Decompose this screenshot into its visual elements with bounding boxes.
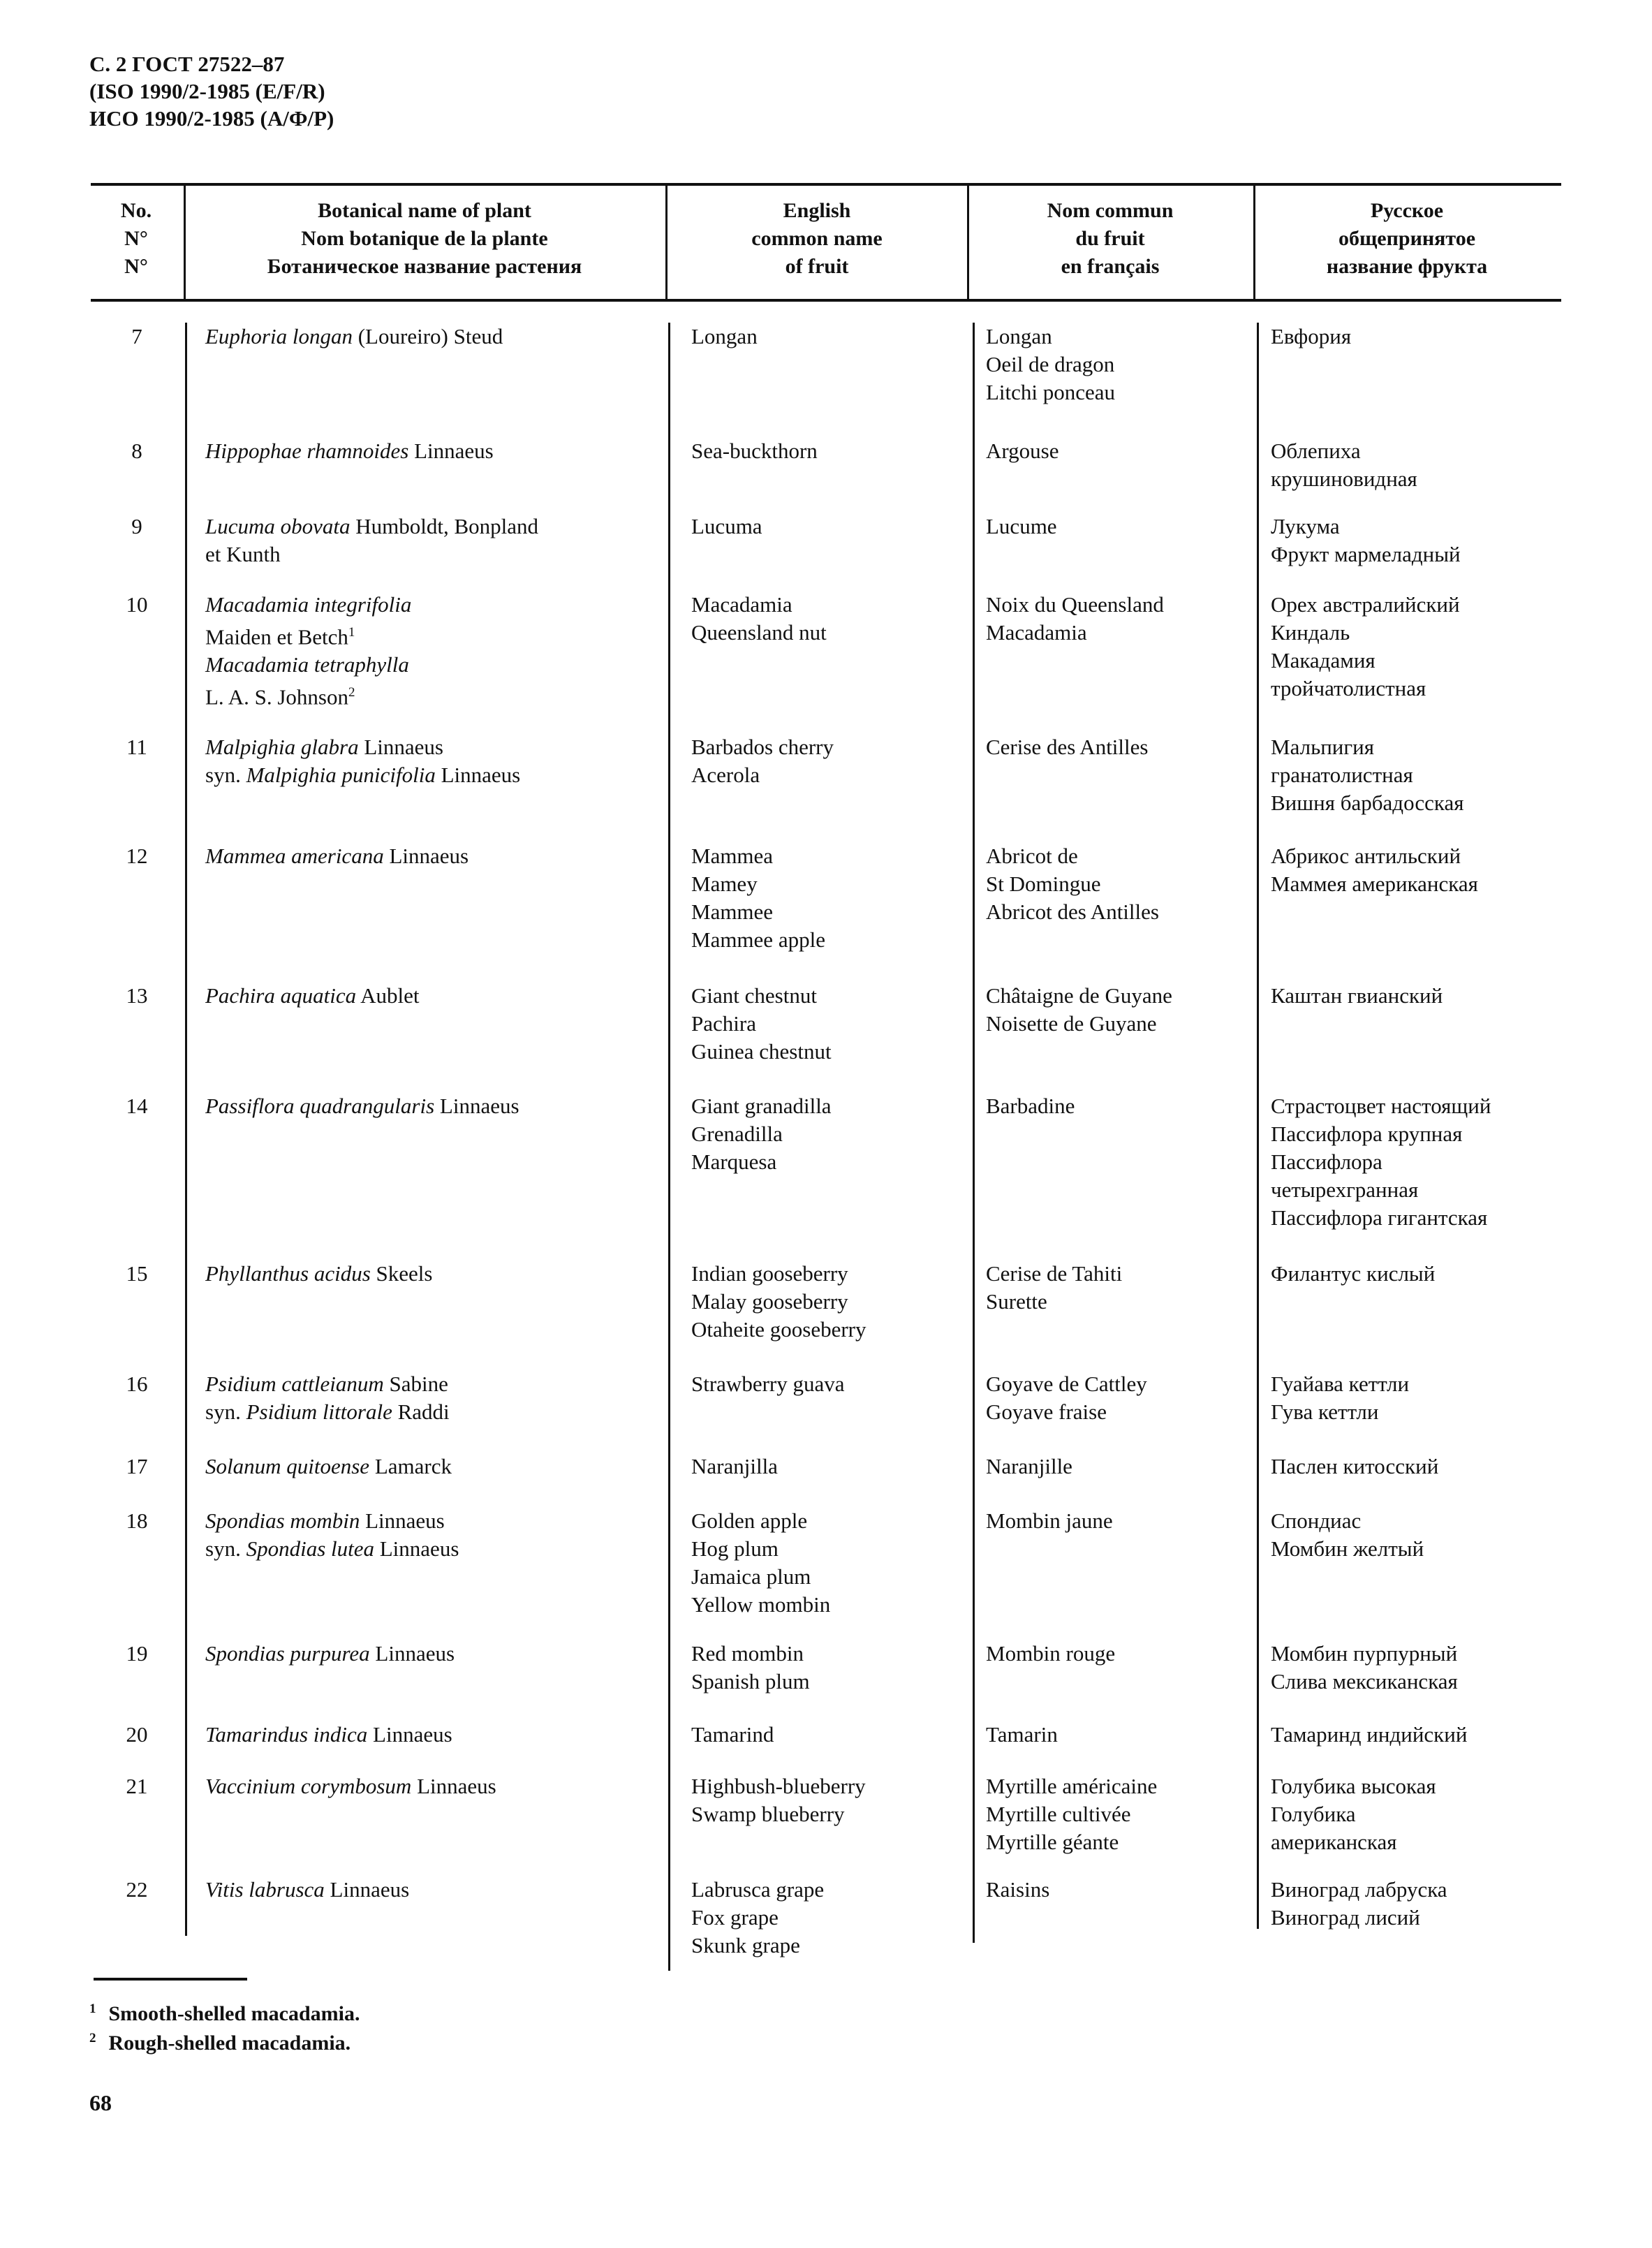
french-name-line: Argouse — [986, 439, 1059, 463]
english-name-line: Mammee apple — [691, 927, 825, 952]
russian-name-line: четырехгранная — [1271, 1177, 1419, 1202]
russian-name-line: Спондиас — [1271, 1508, 1362, 1533]
french-name-line: Goyave fraise — [986, 1400, 1107, 1424]
french-name-line: Lucume — [986, 514, 1057, 538]
english-name-line: Pachira — [691, 1011, 756, 1036]
latin-binomial: Macadamia integrifolia — [205, 592, 412, 617]
french-name-cell — [986, 1507, 1113, 1535]
footnote-rule — [94, 1978, 247, 1981]
botanical-name-cell — [205, 323, 503, 351]
russian-name-line: Виноград лабруска — [1271, 1877, 1447, 1902]
latin-binomial: Vitis labrusca — [205, 1877, 325, 1902]
botanical-name-line: Vaccinium corymbosum Linnaeus — [205, 1774, 496, 1798]
botanical-name-line: Pachira aquatica Aublet — [205, 983, 420, 1008]
russian-name-line: Пассифлора крупная — [1271, 1122, 1463, 1146]
french-name-cell — [986, 842, 1159, 926]
botanical-name-cell — [205, 1260, 432, 1288]
iso-russian-line: ИСО 1990/2-1985 (А/Ф/Р) — [89, 106, 334, 131]
russian-name-cell — [1271, 1876, 1447, 1932]
row-number: 18 — [126, 1508, 148, 1533]
botanical-name-line: Spondias mombin Linnaeus — [205, 1508, 445, 1533]
russian-name-cell — [1271, 842, 1478, 898]
english-name-line: Hog plum — [691, 1536, 779, 1561]
french-name-line: Goyave de Cattley — [986, 1372, 1147, 1396]
russian-name-line: Момбин желтый — [1271, 1536, 1424, 1561]
botanical-name-line: syn. Spondias lutea Linnaeus — [205, 1536, 459, 1561]
body-divider-4 — [1257, 323, 1259, 1929]
french-name-cell — [986, 513, 1057, 541]
english-name-cell — [691, 1876, 824, 1960]
botanical-name-cell — [205, 1453, 452, 1481]
row-number: 7 — [131, 324, 142, 348]
botanical-name-cell — [205, 437, 494, 465]
russian-name-line: Пассифлора гигантская — [1271, 1205, 1488, 1230]
french-name-cell — [986, 591, 1164, 647]
english-name-line: Skunk grape — [691, 1933, 800, 1957]
footnote-ref: 1 — [348, 625, 355, 640]
russian-name-line: Облепиха — [1271, 439, 1361, 463]
french-name-cell — [986, 733, 1148, 761]
row-number: 12 — [126, 844, 148, 868]
french-name-line: Litchi ponceau — [986, 380, 1116, 404]
colhead-english: English common name of fruit — [751, 199, 883, 278]
russian-name-line: Абрикос антильский — [1271, 844, 1461, 868]
english-name-cell — [691, 1772, 866, 1828]
french-name-line: Oeil de dragon — [986, 352, 1115, 376]
botanical-name-line: Maiden et Betch$^1$ — [205, 624, 355, 649]
french-name-line: Mombin jaune — [986, 1508, 1113, 1533]
english-name-cell — [691, 591, 827, 647]
russian-name-line: Страстоцвет настоящий — [1271, 1094, 1491, 1118]
english-name-cell — [691, 1721, 774, 1749]
english-name-cell — [691, 513, 762, 541]
english-name-line: Barbados cherry — [691, 735, 834, 759]
botanical-name-line — [205, 651, 411, 679]
botanical-name-cell — [205, 1507, 459, 1563]
english-name-cell — [691, 1453, 778, 1481]
french-name-cell — [986, 1721, 1058, 1749]
latin-binomial: Pachira aquatica — [205, 983, 357, 1008]
english-name-line: Jamaica plum — [691, 1564, 811, 1589]
body-divider-3 — [973, 323, 975, 1943]
english-name-line: Giant chestnut — [691, 983, 817, 1008]
french-name-line: St Domingue — [986, 872, 1101, 896]
row-number: 13 — [126, 983, 148, 1008]
english-name-line: Spanish plum — [691, 1669, 810, 1694]
header-divider-2 — [665, 186, 668, 299]
footnote-ref: 2 — [348, 685, 355, 700]
russian-name-line: Киндаль — [1271, 620, 1350, 645]
french-name-cell — [986, 1453, 1072, 1481]
english-name-line: Lucuma — [691, 514, 762, 538]
page-number: 68 — [89, 2090, 112, 2115]
english-name-line: Otaheite gooseberry — [691, 1317, 866, 1342]
russian-name-line: Евфория — [1271, 324, 1352, 348]
botanical-name-line: Vitis labrusca Linnaeus — [205, 1877, 410, 1902]
botanical-name-line: Solanum quitoense Lamarck — [205, 1454, 452, 1478]
russian-name-line: Лукума — [1271, 514, 1340, 538]
header-divider-1 — [184, 186, 186, 299]
russian-name-line: Орех австралийский — [1271, 592, 1460, 617]
latin-binomial: Solanum quitoense — [205, 1454, 370, 1478]
french-name-cell — [986, 323, 1115, 406]
latin-binomial: Spondias purpurea — [205, 1641, 370, 1666]
russian-name-line: Гуайава кеттли — [1271, 1372, 1410, 1396]
latin-binomial: Malpighia punicifolia — [246, 763, 436, 787]
row-number: 16 — [126, 1372, 148, 1396]
russian-name-cell — [1271, 513, 1461, 568]
russian-name-line: Маммея американская — [1271, 872, 1478, 896]
russian-name-line: Каштан гвианский — [1271, 983, 1443, 1008]
botanical-name-cell — [205, 982, 420, 1010]
colhead-botanical: Botanical name of plant Nom botanique de la plante Ботаническое название растения — [267, 199, 582, 278]
english-name-line: Strawberry guava — [691, 1372, 845, 1396]
botanical-name-cell — [205, 513, 538, 568]
colhead-no: No. N° N° — [120, 199, 152, 278]
english-name-line: Queensland nut — [691, 620, 827, 645]
botanical-name-cell — [205, 1640, 455, 1668]
english-name-line: Swamp blueberry — [691, 1802, 845, 1826]
body-divider-2 — [668, 323, 670, 1971]
russian-name-line: Паслен китосский — [1271, 1454, 1439, 1478]
french-name-line: Noisette de Guyane — [986, 1011, 1157, 1036]
russian-name-line: Голубика — [1271, 1802, 1356, 1826]
english-name-line: Mammee — [691, 899, 774, 924]
botanical-name-cell — [205, 733, 520, 789]
french-name-line: Châtaigne de Guyane — [986, 983, 1172, 1008]
english-name-line: Mamey — [691, 872, 758, 896]
english-name-line: Guinea chestnut — [691, 1039, 832, 1064]
row-number: 21 — [126, 1774, 148, 1798]
russian-name-line: гранатолистная — [1271, 763, 1413, 787]
latin-binomial: Malpighia glabra — [205, 735, 359, 759]
english-name-line: Giant granadilla — [691, 1094, 832, 1118]
english-name-line: Highbush-blueberry — [691, 1774, 866, 1798]
botanical-name-line: Tamarindus indica Linnaeus — [205, 1722, 452, 1747]
french-name-cell — [986, 982, 1172, 1038]
english-name-cell — [691, 733, 834, 789]
header-divider-3 — [967, 186, 969, 299]
french-name-line: Longan — [986, 324, 1052, 348]
latin-binomial: Hippophae rhamnoides — [205, 439, 409, 463]
english-name-line: Indian gooseberry — [691, 1261, 848, 1286]
botanical-name-cell — [205, 1772, 496, 1800]
latin-binomial: Passiflora quadrangularis — [205, 1094, 435, 1118]
russian-name-cell — [1271, 1721, 1467, 1749]
english-name-cell — [691, 437, 818, 465]
french-name-cell — [986, 1092, 1075, 1120]
french-name-line: Abricot des Antilles — [986, 899, 1159, 924]
russian-name-cell — [1271, 733, 1463, 817]
botanical-name-line: Phyllanthus acidus Skeels — [205, 1261, 433, 1286]
english-name-cell — [691, 1370, 845, 1398]
french-name-line: Macadamia — [986, 620, 1087, 645]
english-name-line: Mammea — [691, 844, 774, 868]
english-name-line: Golden apple — [691, 1508, 808, 1533]
french-name-cell — [986, 1260, 1122, 1316]
latin-binomial: Euphoria longan — [205, 324, 353, 348]
latin-binomial: Vaccinium corymbosum — [205, 1774, 412, 1798]
russian-name-cell — [1271, 1772, 1436, 1856]
colhead-russian: Русское общепринятое название фрукта — [1326, 199, 1488, 278]
body-divider-1 — [185, 323, 187, 1936]
english-name-cell — [691, 1640, 810, 1696]
english-name-cell — [691, 1092, 832, 1176]
english-name-line: Naranjilla — [691, 1454, 778, 1478]
english-name-line: Yellow mombin — [691, 1592, 831, 1617]
latin-binomial: Lucuma obovata — [205, 514, 351, 538]
english-name-line: Grenadilla — [691, 1122, 783, 1146]
latin-binomial: Macadamia tetraphylla — [205, 652, 409, 677]
english-name-cell — [691, 842, 825, 954]
botanical-name-line: syn. Psidium littorale Raddi — [205, 1400, 450, 1424]
french-name-line: Myrtille géante — [986, 1830, 1119, 1854]
row-number: 20 — [126, 1722, 148, 1747]
english-name-line: Fox grape — [691, 1905, 779, 1930]
french-name-line: Mombin rouge — [986, 1641, 1116, 1666]
botanical-name-line: et Kunth — [205, 542, 281, 566]
botanical-name-cell — [205, 842, 469, 870]
russian-name-line: Слива мексиканская — [1271, 1669, 1458, 1694]
russian-name-line: Фрукт мармеладный — [1271, 542, 1461, 566]
botanical-name-line: Psidium cattleianum Sabine — [205, 1372, 448, 1396]
russian-name-cell — [1271, 591, 1460, 703]
footnote-mark: 1 — [89, 2001, 96, 2016]
french-name-line: Myrtille américaine — [986, 1774, 1158, 1798]
russian-name-cell — [1271, 1370, 1409, 1426]
english-name-cell — [691, 323, 758, 351]
latin-binomial: Psidium littorale — [246, 1400, 392, 1424]
botanical-name-line — [205, 591, 411, 619]
row-number: 8 — [131, 439, 142, 463]
russian-name-cell — [1271, 1092, 1491, 1232]
row-number: 15 — [126, 1261, 148, 1286]
english-name-line: Acerola — [691, 763, 760, 787]
french-name-line: Cerise des Antilles — [986, 735, 1149, 759]
french-name-line: Abricot de — [986, 844, 1078, 868]
english-name-line: Labrusca grape — [691, 1877, 825, 1902]
row-number: 10 — [126, 592, 148, 617]
french-name-line: Myrtille cultivée — [986, 1802, 1131, 1826]
colhead-french: Nom commun du fruit en français — [1047, 199, 1174, 278]
botanical-name-cell — [205, 591, 411, 712]
english-name-line: Red mombin — [691, 1641, 804, 1666]
botanical-name-cell — [205, 1876, 409, 1904]
row-number: 22 — [126, 1877, 148, 1902]
document-header — [89, 50, 334, 132]
french-name-cell — [986, 1640, 1115, 1668]
russian-name-cell — [1271, 1507, 1424, 1563]
russian-name-line: Макадамия — [1271, 648, 1376, 673]
row-number: 9 — [131, 514, 142, 538]
english-name-line: Sea-buckthorn — [691, 439, 818, 463]
iso-reference-line: (ISO 1990/2-1985 (E/F/R) — [89, 79, 325, 103]
botanical-name-cell — [205, 1370, 450, 1426]
russian-name-cell — [1271, 982, 1443, 1010]
english-name-line: Macadamia — [691, 592, 792, 617]
russian-name-cell — [1271, 437, 1417, 493]
french-name-cell — [986, 437, 1059, 465]
english-name-cell — [691, 1260, 866, 1344]
latin-binomial: Spondias mombin — [205, 1508, 360, 1533]
footnote-item: $^2$ Rough-shelled macadamia. — [89, 2031, 351, 2055]
table-top-rule — [91, 183, 1561, 186]
russian-name-line: Мальпигия — [1271, 735, 1374, 759]
botanical-name-cell — [205, 1721, 452, 1749]
botanical-name-line: Malpighia glabra Linnaeus — [205, 735, 443, 759]
french-name-line: Cerise de Tahiti — [986, 1261, 1123, 1286]
english-name-line: Marquesa — [691, 1149, 777, 1174]
latin-binomial: Phyllanthus acidus — [205, 1261, 371, 1286]
french-name-line: Barbadine — [986, 1094, 1075, 1118]
latin-binomial: Spondias lutea — [246, 1536, 374, 1561]
russian-name-line: Гува кеттли — [1271, 1400, 1379, 1424]
header-divider-4 — [1253, 186, 1255, 299]
russian-name-line: Пассифлора — [1271, 1149, 1382, 1174]
russian-name-cell — [1271, 1260, 1435, 1288]
row-number: 17 — [126, 1454, 148, 1478]
botanical-name-line: Hippophae rhamnoides Linnaeus — [205, 439, 494, 463]
french-name-line: Tamarin — [986, 1722, 1058, 1747]
english-name-line: Longan — [691, 324, 758, 348]
french-name-line: Noix du Queensland — [986, 592, 1164, 617]
botanical-name-line: L. A. S. Johnson$^2$ — [205, 684, 355, 710]
french-name-line: Raisins — [986, 1877, 1050, 1902]
footnote-mark: 2 — [89, 2031, 96, 2045]
russian-name-line: Виноград лисий — [1271, 1905, 1420, 1930]
botanical-name-line: syn. Malpighia punicifolia Linnaeus — [205, 763, 521, 787]
latin-binomial: Tamarindus indica — [205, 1722, 368, 1747]
french-name-line: Surette — [986, 1289, 1047, 1314]
latin-binomial: Psidium cattleianum — [205, 1372, 384, 1396]
row-number: 14 — [126, 1094, 148, 1118]
botanical-name-line: Spondias purpurea Linnaeus — [205, 1641, 455, 1666]
russian-name-line: Голубика высокая — [1271, 1774, 1436, 1798]
french-name-cell — [986, 1876, 1049, 1904]
botanical-name-line: Mammea americana Linnaeus — [205, 844, 469, 868]
russian-name-line: Филантус кислый — [1271, 1261, 1436, 1286]
russian-name-line: Вишня барбадосская — [1271, 791, 1464, 815]
botanical-name-line: Lucuma obovata Humboldt, Bonpland — [205, 514, 539, 538]
english-name-cell — [691, 982, 832, 1066]
english-name-cell — [691, 1507, 830, 1619]
standard-id-line: С. 2 ГОСТ 27522–87 — [89, 52, 285, 76]
french-name-line: Naranjille — [986, 1454, 1072, 1478]
table-header-rule — [91, 299, 1561, 302]
footnote-item: $^1$ Smooth-shelled macadamia. — [89, 2001, 360, 2025]
russian-name-line: Момбин пурпурный — [1271, 1641, 1458, 1666]
russian-name-cell — [1271, 323, 1351, 351]
french-name-cell — [986, 1370, 1147, 1426]
english-name-line: Tamarind — [691, 1722, 774, 1747]
botanical-name-line: Euphoria longan (Loureiro) Steud — [205, 324, 503, 348]
latin-binomial: Mammea americana — [205, 844, 384, 868]
french-name-cell — [986, 1772, 1157, 1856]
botanical-name-cell — [205, 1092, 519, 1120]
botanical-name-line: Passiflora quadrangularis Linnaeus — [205, 1094, 519, 1118]
russian-name-cell — [1271, 1640, 1458, 1696]
english-name-line: Malay gooseberry — [691, 1289, 848, 1314]
russian-name-line: тройчатолистная — [1271, 676, 1426, 700]
russian-name-line: крушиновидная — [1271, 467, 1417, 491]
russian-name-cell — [1271, 1453, 1438, 1481]
row-number: 11 — [126, 735, 147, 759]
russian-name-line: американская — [1271, 1830, 1397, 1854]
russian-name-line: Тамаринд индийский — [1271, 1722, 1468, 1747]
row-number: 19 — [126, 1641, 148, 1666]
